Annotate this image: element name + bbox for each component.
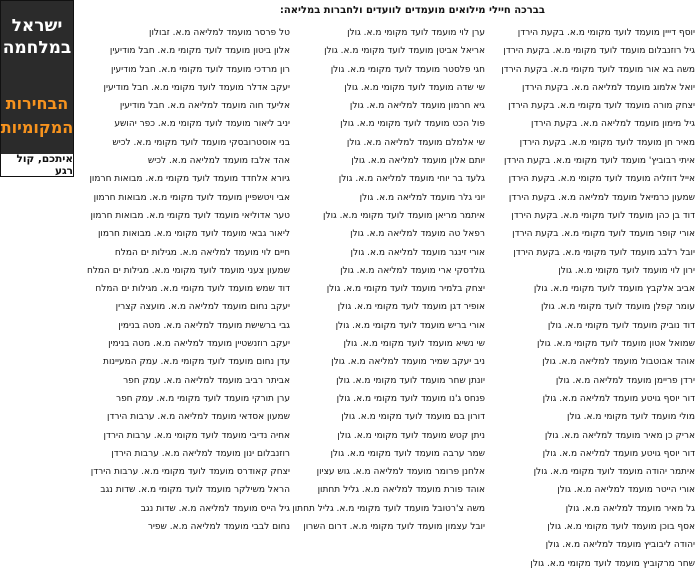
logo-subheadline [1, 77, 73, 155]
election-logo [0, 0, 74, 177]
candidate-entry: דורון בם מועמד לועד מקומי מ.א. גולן [341, 412, 485, 423]
page-title: בברכה חיילי מילואים מועמדים לוועדים ולחברות במליאה: [279, 5, 545, 16]
candidate-entry: יונתן שחר מועמד לועד מקומי מ.א. גולן [336, 375, 485, 386]
candidate-entry: יעקב אדלר מועמד לועד מקומי מ.א. חבל מודיעין [103, 82, 290, 93]
candidate-entry: דוד בן כהן מועמד לועד מקומי מ.א. בקעת הירדן [511, 210, 695, 221]
candidate-entry: בני אוסטרובסקי מועמד לועד מקומי מ.א. לכיש [112, 137, 290, 148]
candidate-entry: מולי מועמד לועד מקומי מ.א. גולן [567, 412, 695, 423]
candidates-column-1 [500, 24, 695, 573]
candidate-entry: יניב ליאור מועמד לועד מקומי מ.א. כפר יהושע [114, 119, 290, 130]
candidate-entry: רפאל טה מועמד למליאה מ.א. גולן [350, 229, 485, 240]
candidate-entry: אלון ביטון מועמד לועד מקומי מ.א. חבל מודיעין [109, 46, 290, 57]
candidate-entry: אחיה נדיבי מועמד לועד מקומי מ.א. ערבות הירדן [103, 430, 290, 441]
candidate-entry: ערן תורקי מועמד לועד מקומי מ.א. עמק חפר [115, 393, 290, 404]
candidate-entry: ירדן פריימן מועמד למליאה מ.א. גולן [555, 375, 695, 386]
candidate-entry: אוהד פורת מועמד למליאה מ.א. גליל תחתון [317, 485, 485, 496]
candidate-entry: שי נשיא מועמד לועד מקומי מ.א. גולן [343, 339, 485, 350]
candidate-entry: אביתר רביב מועמד למליאה מ.א. עמק חפר [123, 375, 290, 386]
candidate-entry: יובל רלבג מועמד לועד מקומי מ.א. בקעת הירדן [513, 247, 695, 258]
candidate-entry: גיל מימון מועמד למליאה מ.א. בקעת הירדן [531, 119, 695, 130]
candidate-entry: טער אדוליאי מועמד לועד מקומי מ.א. מבואות חרמון [90, 210, 290, 221]
candidate-entry: ערן לוי מועמד לועד מקומי מ.א. גולן [347, 28, 485, 38]
candidate-entry: אוהד אבוטבול מועמד למליאה מ.א. גולן [542, 357, 695, 368]
candidate-entry: אורי בריש מועמד לועד מקומי מ.א. גולן [335, 320, 485, 331]
candidate-entry: שמעון צעני מועמד לועד מקומי מ.א. מגילות ים המלח [86, 265, 290, 276]
candidate-entry: אביב אלקבץ מועמד לועד מקומי מ.א. גולן [533, 284, 695, 295]
candidate-entry: יוני גלר מועמד למליאה מ.א. גולן [359, 192, 485, 203]
candidate-entry: רון מרדכי מועמד לועד מקומי מ.א. חבל מודיעין [111, 64, 290, 75]
candidate-entry: שמעון כרמיאל מועמד למליאה מ.א. בקעת הירדן [508, 192, 695, 203]
candidate-entry: יובל עצמון מועמד לועד מקומי מ.א. דרום השרון [303, 522, 485, 533]
candidate-entry: יצחק בלמיר מועמד לועד מקומי מ.א. גולן [326, 284, 485, 295]
candidate-entry: אליעד חוה מועמד למליאה מ.א. חבל מודיעין [119, 101, 290, 112]
candidate-entry: שחר מרקוביץ מועמד לועד מקומי מ.א. גולן [530, 558, 695, 569]
candidate-entry: דוד נוביק מועמד לועד מקומי מ.א. גולן [547, 320, 695, 331]
candidate-entry: חגי פלסטר מועמד לועד מקומי מ.א. גולן [330, 64, 485, 75]
logo-headline [1, 1, 73, 73]
logo-line-4: המקומיות [0, 118, 74, 137]
candidate-entry: אבי ויטשפיין מועמד לועד מקומי מ.א. מבואות חרמון [93, 192, 290, 203]
candidate-entry: דור יוסף גויטע מועמד למליאה מ.א. גולן [542, 393, 695, 404]
candidate-entry: שי אלמלם מועמד למליאה מ.א. גולן [346, 137, 485, 148]
candidate-entry: איתמר יהודה מועמד לועד מקומי מ.א. גולן [533, 467, 695, 478]
candidate-entry: רוזנבלום ינון מועמד למליאה מ.א. ערבות הירדן [111, 448, 290, 459]
logo-line-1: ישראל [11, 16, 63, 36]
candidate-entry: אורי הייטר מועמד למליאה מ.א. גולן [557, 485, 695, 496]
candidate-entry: שמעון אסדאי מועמד למליאה מ.א. ערבות הירדן [107, 412, 290, 423]
logo-footer [1, 154, 73, 176]
candidate-entry: אלחנן פרומר מועמד למליאה מ.א. גוש עציון [316, 467, 485, 478]
candidate-entry: גיורא אלחדד מועמד לועד מקומי מ.א. מבואות חרמון [89, 174, 290, 185]
candidate-entry: גיא חרמון מועמד למליאה מ.א. גולן [349, 101, 485, 112]
candidate-entry: איתמר מריאן מועמד לועד מקומי מ.א. גולן [323, 210, 485, 221]
candidates-column-3 [75, 24, 290, 536]
candidate-entry: איתי רבוביץ' מועמד לועד מקומי מ.א. בקעת הירדן [503, 156, 695, 167]
candidate-entry: טל פרסר מועמד למליאה מ.א. זבולון [149, 28, 290, 38]
candidate-entry: גבי ברשישת מועמד למליאה מ.א. מטה בנימין [118, 320, 290, 331]
candidate-entry: גולדסקי ארי מועמד למליאה מ.א. גולן [340, 265, 485, 276]
candidate-entry: אורי זינגר מועמד למליאה מ.א. גולן [350, 247, 485, 258]
candidate-entry: אהד אלבז מועמד למליאה מ.א. לכיש [147, 156, 290, 167]
candidate-entry: דור יוסף גויטע מועמד למליאה מ.א. גולן [542, 448, 695, 459]
candidate-entry: דוד שמש מועמד לועד מקומי מ.א. מגילות ים המלח [95, 284, 290, 295]
candidate-entry: נחום לבבי מועמד למליאה מ.א. שפיר [147, 522, 290, 533]
candidate-entry: ירון לוי מועמד לועד מקומי מ.א. גולן [558, 265, 695, 276]
candidate-entry: שי שדה מועמד לועד מקומי מ.א. גולן [344, 82, 485, 93]
candidate-entry: ניתן קטש מועמד לועד מקומי מ.א. גולן [337, 430, 485, 441]
logo-footer-text: איתכם, קול רגע [16, 153, 73, 177]
candidate-entry: יואל אלמוג מועמד למליאה מ.א. בקעת הירדן [522, 82, 695, 93]
candidate-entry: אסף בוכן מועמד לועד מקומי מ.א. גולן [547, 522, 695, 533]
candidate-entry: גל מאיר מועמד למליאה מ.א. גולן [565, 503, 695, 514]
candidate-entry: יהודה ליבוביץ מועמד למליאה מ.א. גולן [545, 540, 695, 551]
candidate-entry: מאיר חן מועמד לועד מקומי מ.א. בקעת הירדן [519, 137, 695, 148]
candidate-entry: יצחק קאודרס מועמד לועד מקומי מ.א. ערבות הירדן [90, 467, 290, 478]
candidate-entry: אורי קופר מועמד לועד מקומי מ.א. בקעת הירדן [512, 229, 695, 240]
candidate-entry: פול הכט מועמד לועד מקומי מ.א. גולן [340, 119, 485, 130]
candidate-entry: חיים לוי מועמד למליאה מ.א. מגילות ים המלח [114, 247, 290, 258]
candidate-entry: שמואל אטון מועמד לועד מקומי מ.א. גולן [537, 339, 695, 350]
candidates-column-2 [290, 24, 485, 536]
candidate-entry: הראל משילקר מועמד לועד מקומי מ.א. שדות נגב [100, 485, 290, 496]
candidate-entry: משה צ'רטובל מועמד לועד מקומי מ.א. גליל תחתון [292, 503, 485, 514]
candidate-entry: פנחס ג'נו מועמד לועד מקומי מ.א. גולן [336, 393, 485, 404]
candidate-entry: עומר קפלן מועמד לועד מקומי מ.א. גולן [540, 302, 695, 313]
candidate-entry: אייל דוזליה מועמד לועד מקומי מ.א. בקעת הירדן [508, 174, 695, 185]
candidate-entry: יוסף דייין מועמד לועד מקומי מ.א. בקעת הירדן [517, 28, 695, 38]
logo-line-2: במלחמה [2, 38, 72, 58]
candidate-entry: יצחק מורה מועמד לועד מקומי מ.א. בקעת הירדן [508, 101, 695, 112]
candidate-entry: ליאור גבאי מועמד לועד מקומי מ.א. מבואות חרמון [97, 229, 290, 240]
logo-line-3: הבחירות [5, 94, 69, 113]
candidate-entry: גיל הייס מועמד למליאה מ.א. שדות נגב [140, 503, 290, 514]
candidate-entry: אופיר דגן מועמד לועד מקומי מ.א. גולן [337, 302, 485, 313]
candidate-entry: אריק כן מאיר מועמד למליאה מ.א. גולן [544, 430, 695, 441]
candidate-entry: גיל רוזנבלום מועמד לועד מקומי מ.א. בקעת הירדן [503, 46, 695, 57]
candidate-entry: יעקב רוזנשטיין מועמד למליאה מ.א. מטה בנימין [108, 339, 290, 350]
candidate-entry: ניב יעקב שמיר מועמד למליאה מ.א. גולן [331, 357, 485, 368]
candidate-entry: גלעד בר יוחי מועמד למליאה מ.א. גולן [338, 174, 485, 185]
candidate-entry: יעקב נחום מועמד למליאה מ.א. מועצה קצרין [115, 302, 290, 313]
candidate-entry: משה בא אור מועמד לועד מקומי מ.א. בקעת הירדן [501, 64, 695, 75]
candidate-entry: יותם אלון מועמד למליאה מ.א. גולן [351, 156, 485, 167]
candidate-entry: עדן נחום מועמד לועד מקומי מ.א. עמק המעיינות [103, 357, 290, 368]
candidate-entry: שמר ערבה מועמד לועד מקומי מ.א. גולן [330, 448, 485, 459]
candidate-entry: אריאל אביטן מועמד לועד מקומי מ.א. גולן [324, 46, 485, 57]
